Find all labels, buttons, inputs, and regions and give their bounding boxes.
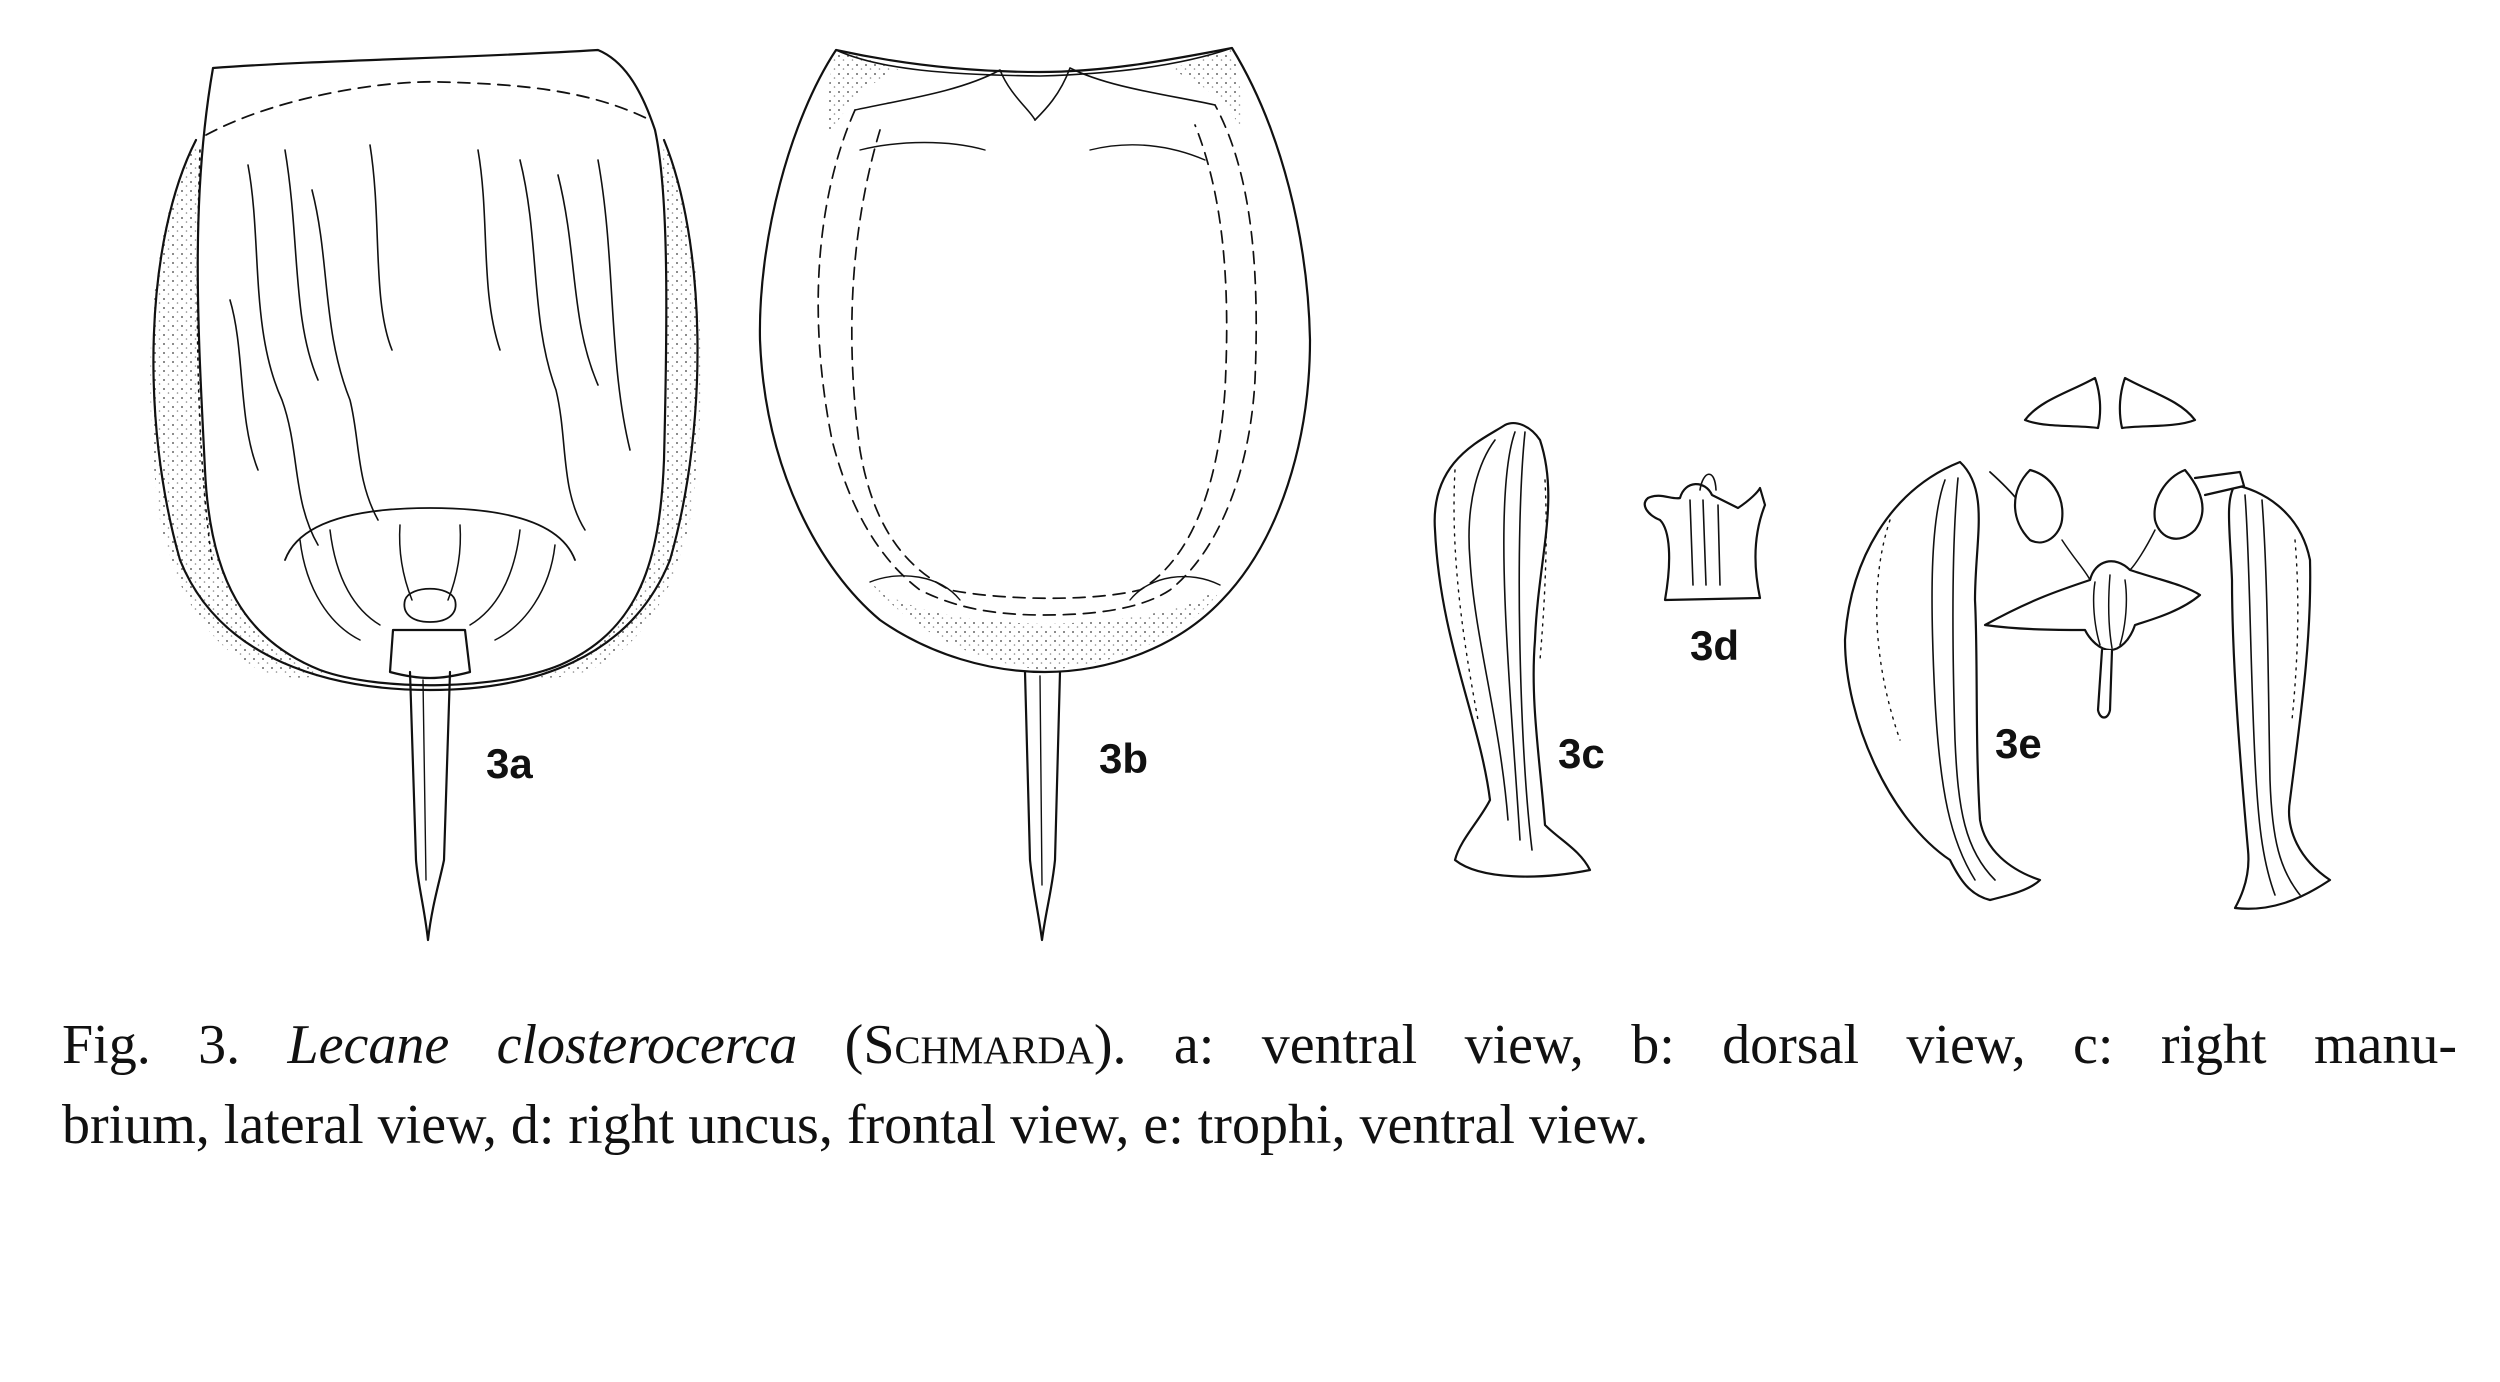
- panel-label-3a: 3a: [486, 740, 533, 787]
- caption-species-name: Lecane closterocerca: [287, 1014, 798, 1076]
- drawing-3d-uncus: [1645, 474, 1765, 600]
- caption-line-2: brium, lateral view, d: right uncus, frontal view, e: trophi, ventral view.: [62, 1094, 1649, 1156]
- caption-author-open: (: [844, 1014, 864, 1076]
- panel-label-3b: 3b: [1099, 735, 1149, 782]
- drawing-3e-trophi: [1845, 378, 2330, 909]
- drawing-3b-dorsal-view: [760, 48, 1310, 940]
- drawing-3c-manubrium: [1435, 423, 1590, 876]
- caption-fig-number: Fig. 3.: [62, 1014, 241, 1076]
- panel-label-3e: 3e: [1995, 720, 2042, 767]
- caption-author: Schmarda: [863, 1014, 1094, 1076]
- panel-label-3d: 3d: [1690, 622, 1740, 669]
- drawing-3a-ventral-view: [150, 50, 701, 940]
- panel-label-3c: 3c: [1558, 730, 1605, 777]
- figure-caption: [62, 1005, 2457, 1165]
- caption-line-1-rest: a: ventral view, b: dorsal view, c: right manu-: [1173, 1014, 2458, 1076]
- caption-author-close: ).: [1093, 1014, 1127, 1076]
- caption-line-1: [62, 1005, 2457, 1085]
